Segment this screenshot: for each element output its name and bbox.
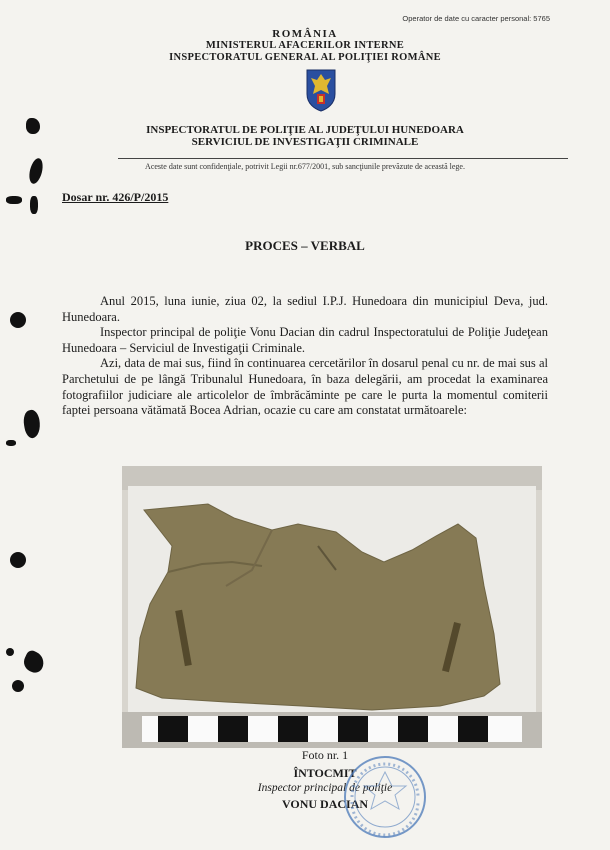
signature-rank: Inspector principal de poliţie <box>257 782 393 794</box>
ministry-heading: MINISTERUL AFACERILOR INTERNE <box>205 40 405 51</box>
garment-photo-image <box>122 466 542 748</box>
inspectorate-heading: INSPECTORATUL GENERAL AL POLIŢIEI ROMÂNE <box>169 52 441 63</box>
police-crest-icon <box>305 68 337 112</box>
binder-mark <box>22 409 43 439</box>
signature-heading: ÎNTOCMIT <box>293 766 357 780</box>
binder-mark <box>6 440 16 446</box>
body-paragraph: Inspector principal de poliţie Vonu Dacian din cadrul Inspectoratului de Poliţie Judeţean Hunedoara – Serviciul de Investigaţii Criminale. <box>62 325 548 355</box>
signature-name: VONU DACIAN <box>281 797 369 811</box>
official-stamp-icon <box>340 752 430 842</box>
confidentiality-note: Aceste date sunt confidenţiale, potrivit Legii nr.677/2001, sub sancţiunile prevăzute de această lege. <box>145 162 465 171</box>
header-divider <box>118 158 568 159</box>
binder-mark <box>21 649 48 676</box>
body-paragraph: Anul 2015, luna iunie, ziua 02, la sediul I.P.J. Hunedoara din municipiul Deva, jud. Hunedoara. <box>62 294 548 324</box>
county-unit-heading: INSPECTORATUL DE POLIŢIE AL JUDEŢULUI HUNEDOARA <box>146 124 464 136</box>
body-paragraph: Azi, data de mai sus, fiind în continuarea cercetărilor în dosarul penal cu nr. de mai sus al Parchetului de pe lângă Tribunalul Hunedoara, în baza delegării, am procedat la examinarea fotografiilor judiciare ale articolelor de îmbrăcăminte pe care le purta la momentul comiterii faptei persoana vătămată Bocea Adrian, ocazie cu care am constatat următoarele: <box>62 356 548 418</box>
binder-mark <box>6 648 14 656</box>
punch-hole <box>10 312 26 328</box>
binder-mark <box>30 196 38 214</box>
binder-mark <box>6 196 22 204</box>
measurement-scale <box>142 716 522 742</box>
document-body <box>62 294 548 419</box>
service-heading: SERVICIUL DE INVESTIGAŢII CRIMINALE <box>191 136 419 148</box>
punch-hole <box>10 552 26 568</box>
photo-caption: Foto nr. 1 <box>301 748 349 762</box>
file-number: Dosar nr. 426/P/2015 <box>62 190 169 204</box>
document-title: PROCES – VERBAL <box>245 238 365 253</box>
operator-note: Operator de date cu caracter personal: 5765 <box>402 14 550 23</box>
punch-hole <box>12 680 24 692</box>
country-heading: ROMÂNIA <box>272 28 338 40</box>
evidence-photo <box>122 466 542 748</box>
